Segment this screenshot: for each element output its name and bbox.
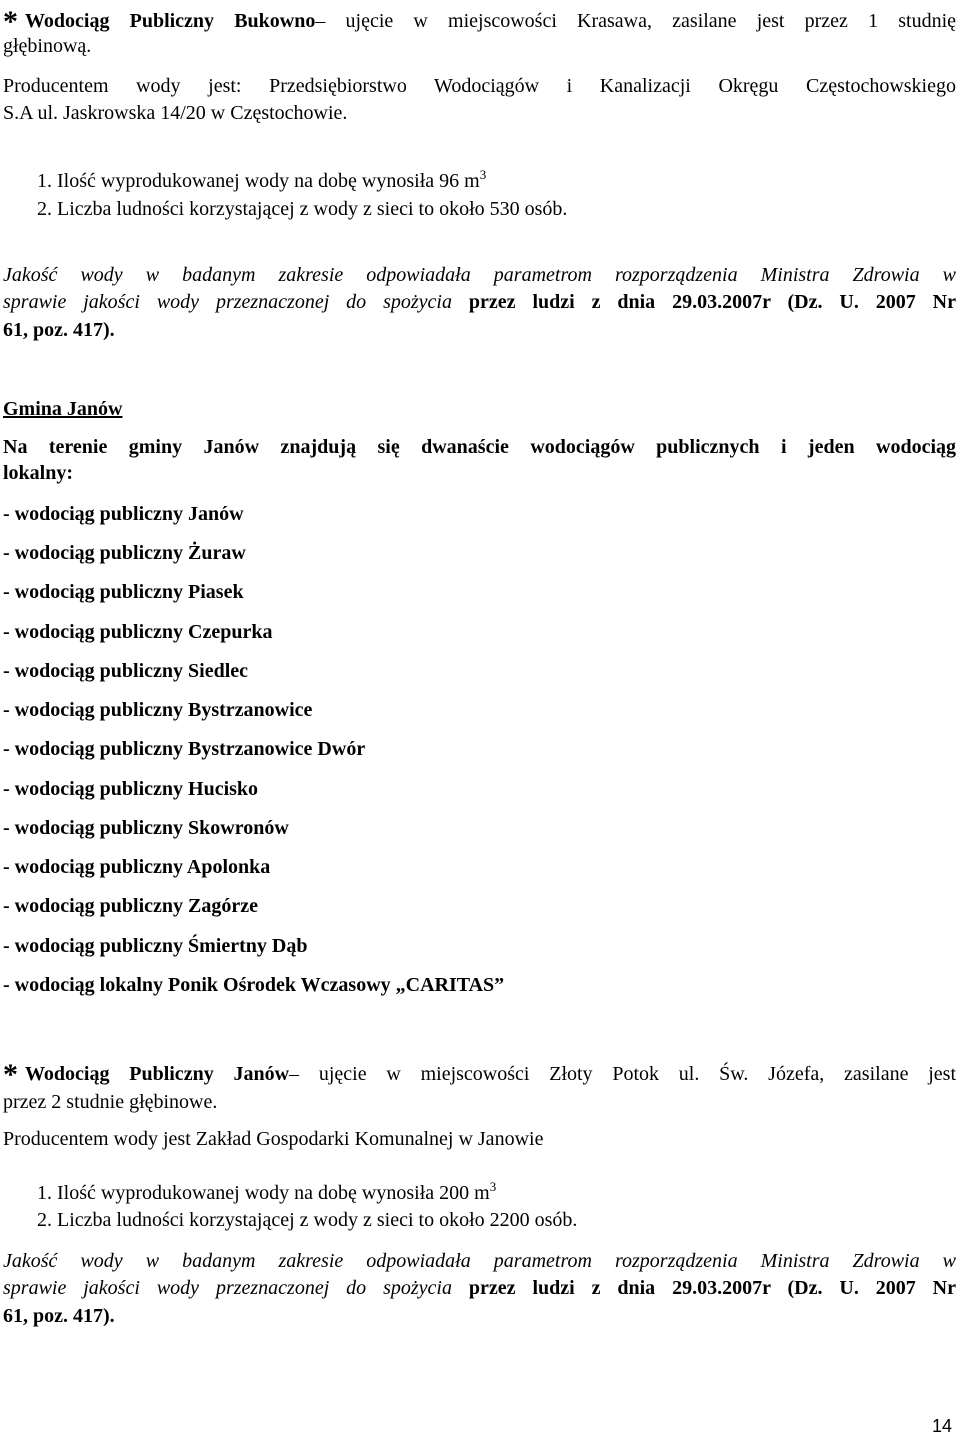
list-item: - wodociąg lokalny Ponik Ośrodek Wczasowy „CARITAS” xyxy=(3,974,505,996)
section3-title-line xyxy=(3,1058,956,1091)
section1-title-rest: – ujęcie w miejscowości Krasawa, zasilane jest przez 1 studnię xyxy=(315,10,957,32)
list-item: - wodociąg publiczny Piasek xyxy=(3,581,244,603)
section3-title: Wodociąg Publiczny Janów xyxy=(25,1063,290,1085)
section1-quality-line3: 61, poz. 417). xyxy=(3,319,115,341)
section1-item2: 2. Liczba ludności korzystającej z wody z sieci to około 530 osób. xyxy=(37,198,568,220)
section3-title-rest: – ujęcie w miejscowości Złoty Potok ul. Św. Józefa, zasilane jest xyxy=(289,1063,956,1085)
list-item: - wodociąg publiczny Żuraw xyxy=(3,542,246,564)
section2-intro-line2: lokalny: xyxy=(3,462,74,484)
list-item: - wodociąg publiczny Bystrzanowice xyxy=(3,699,313,721)
section1-quality-line2 xyxy=(3,290,956,314)
section3-quality-bold: przez ludzi z dnia 29.03.2007r (Dz. U. 2007 Nr xyxy=(451,1277,957,1299)
list-item: - wodociąg publiczny Siedlec xyxy=(3,660,249,682)
section1-title-line xyxy=(3,5,957,38)
section3-quality-italic: sprawie jakości wody przeznaczonej do spożycia xyxy=(3,1277,452,1299)
section3-quality-line1: Jakość wody w badanym zakresie odpowiadała parametrom rozporządzenia Ministra Zdrowia w xyxy=(3,1250,956,1272)
list-item: - wodociąg publiczny Janów xyxy=(3,503,244,525)
section3-quality-line3: 61, poz. 417). xyxy=(3,1305,115,1327)
section1-title: Wodociąg Publiczny Bukowno xyxy=(25,10,316,32)
bullet-star-icon: * xyxy=(3,1058,18,1091)
section3-quality-line2 xyxy=(3,1276,956,1300)
page-number: 14 xyxy=(932,1416,953,1436)
section2-intro-line1: Na terenie gminy Janów znajdują się dwanaście wodociągów publicznych i jeden wodociąg xyxy=(3,436,956,458)
list-item: - wodociąg publiczny Czepurka xyxy=(3,621,273,643)
section1-producer-line2: S.A ul. Jaskrowska 14/20 w Częstochowie. xyxy=(3,102,348,124)
section1-item1-sup: 3 xyxy=(479,167,487,182)
section3-producer: Producentem wody jest Zakład Gospodarki Komunalnej w Janowie xyxy=(3,1128,544,1150)
section1-quality-italic: sprawie jakości wody przeznaczonej do spożycia xyxy=(3,291,452,313)
section1-item1-text: 1. Ilość wyprodukowanej wody na dobę wynosiła 96 m xyxy=(37,170,480,192)
bullet-star-icon: * xyxy=(3,5,18,38)
list-item: - wodociąg publiczny Bystrzanowice Dwór xyxy=(3,738,366,760)
section3-item2: 2. Liczba ludności korzystającej z wody z sieci to około 2200 osób. xyxy=(37,1209,578,1231)
section3-title-cont: przez 2 studnie głębinowe. xyxy=(3,1091,218,1113)
section3-item1-sup: 3 xyxy=(489,1179,497,1194)
section1-quality-line1: Jakość wody w badanym zakresie odpowiadała parametrom rozporządzenia Ministra Zdrowia w xyxy=(3,264,956,286)
section3-item1 xyxy=(37,1181,956,1207)
section1-quality-bold: przez ludzi z dnia 29.03.2007r (Dz. U. 2007 Nr xyxy=(451,291,957,313)
section3-item1-text: 1. Ilość wyprodukowanej wody na dobę wynosiła 200 m xyxy=(37,1182,490,1204)
list-item: - wodociąg publiczny Apolonka xyxy=(3,856,271,878)
list-item: - wodociąg publiczny Śmiertny Dąb xyxy=(3,935,308,957)
section1-item1 xyxy=(37,169,956,195)
section1-producer-line1: Producentem wody jest: Przedsiębiorstwo Wodociągów i Kanalizacji Okręgu Częstochowskiego xyxy=(3,75,956,97)
list-item: - wodociąg publiczny Hucisko xyxy=(3,778,259,800)
list-item: - wodociąg publiczny Zagórze xyxy=(3,895,258,917)
section2-heading: Gmina Janów xyxy=(3,398,123,420)
list-item: - wodociąg publiczny Skowronów xyxy=(3,817,289,839)
section1-title-cont: głębinową. xyxy=(3,35,92,57)
